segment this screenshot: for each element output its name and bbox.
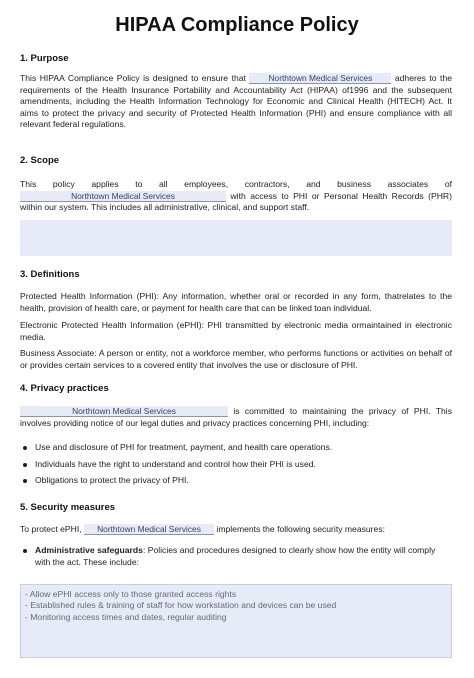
privacy-paragraph <box>20 406 452 429</box>
privacy-bullet-list <box>20 442 452 487</box>
scope-notes-field[interactable] <box>20 220 452 256</box>
definition-business-associate: Business Associate: A person or entity, not a workforce member, who performs functions or activities on behalf of or provides certain services to a covered entity that involves the use or disclosure of PHI. <box>20 348 452 370</box>
definition-ephi: Electronic Protected Health Information (ePHI): PHI transmitted by electronic media ormaintained in electronic media. <box>20 320 452 342</box>
safeguard-line: - Allow ePHI access only to those granted access rights <box>25 589 237 599</box>
privacy-text-after: is committed to maintaining the privacy of PHI. This involves providing notice of our legal duties and privacy practices concerning PHI, including: <box>20 406 452 428</box>
purpose-text-after: adheres to the requirements of the Health Insurance Portability and Accountability Act (HIPAA) of1996 and the subsequent amendments, including the Health Information Technology for Economic and Clinical Health (HITECH) Act. It aims to protect the privacy and security of Protected Health Information (PHI) and ensure compliance with all relevant federal regulations. <box>20 73 452 130</box>
security-text-after: implements the following security measures: <box>216 524 386 534</box>
list-item: Use and disclosure of PHI for treatment, payment, and health care operations. <box>20 442 452 454</box>
scope-text-after: with access to PHI or Personal Health Records (PHR) within our system. This includes all administrative, clinical, and support staff. <box>20 190 452 213</box>
org-name-field-scope[interactable]: Northtown Medical Services <box>20 191 226 202</box>
purpose-text-before: This HIPAA Compliance Policy is designed to ensure that <box>20 73 246 83</box>
purpose-paragraph <box>20 73 452 131</box>
privacy-heading: 4. Privacy practices <box>20 383 109 394</box>
list-item <box>20 545 452 568</box>
safeguard-line: - Monitoring access times and dates, regular auditing <box>25 611 227 622</box>
administrative-safeguards-label: Administrative safeguards <box>35 545 143 555</box>
list-item: Obligations to protect the privacy of PHI. <box>20 475 452 487</box>
purpose-heading: 1. Purpose <box>20 53 69 64</box>
definitions-heading: 3. Definitions <box>20 269 80 280</box>
definition-phi: Protected Health Information (PHI): Any information, whether oral or recorded in any form, thatrelates to the health, provision of health care, or payment for health care that can be linked toan individual. <box>20 291 452 313</box>
scope-heading: 2. Scope <box>20 155 60 166</box>
safeguards-input-box[interactable] <box>20 584 452 658</box>
security-bullet-list <box>20 545 452 568</box>
document-title: HIPAA Compliance Policy <box>115 14 359 36</box>
org-name-field-privacy[interactable]: Northtown Medical Services <box>20 406 228 417</box>
scope-text-before: This policy applies to all employees, contractors, and business associates of <box>20 179 452 189</box>
list-item: Individuals have the right to understand and control how their PHI is used. <box>20 459 452 471</box>
administrative-safeguards-text: : Policies and procedures designed to clearly show how the entity will comply with the act. These include: <box>35 545 436 567</box>
org-name-field-purpose[interactable]: Northtown Medical Services <box>249 73 391 84</box>
security-paragraph <box>20 524 452 536</box>
safeguard-line: - Established rules & training of staff for how workstation and devices can be used <box>25 600 337 611</box>
security-text-before: To protect ePHI, <box>20 524 82 534</box>
security-heading: 5. Security measures <box>20 502 116 513</box>
scope-paragraph <box>20 179 452 214</box>
org-name-field-security[interactable]: Northtown Medical Services <box>84 524 214 535</box>
